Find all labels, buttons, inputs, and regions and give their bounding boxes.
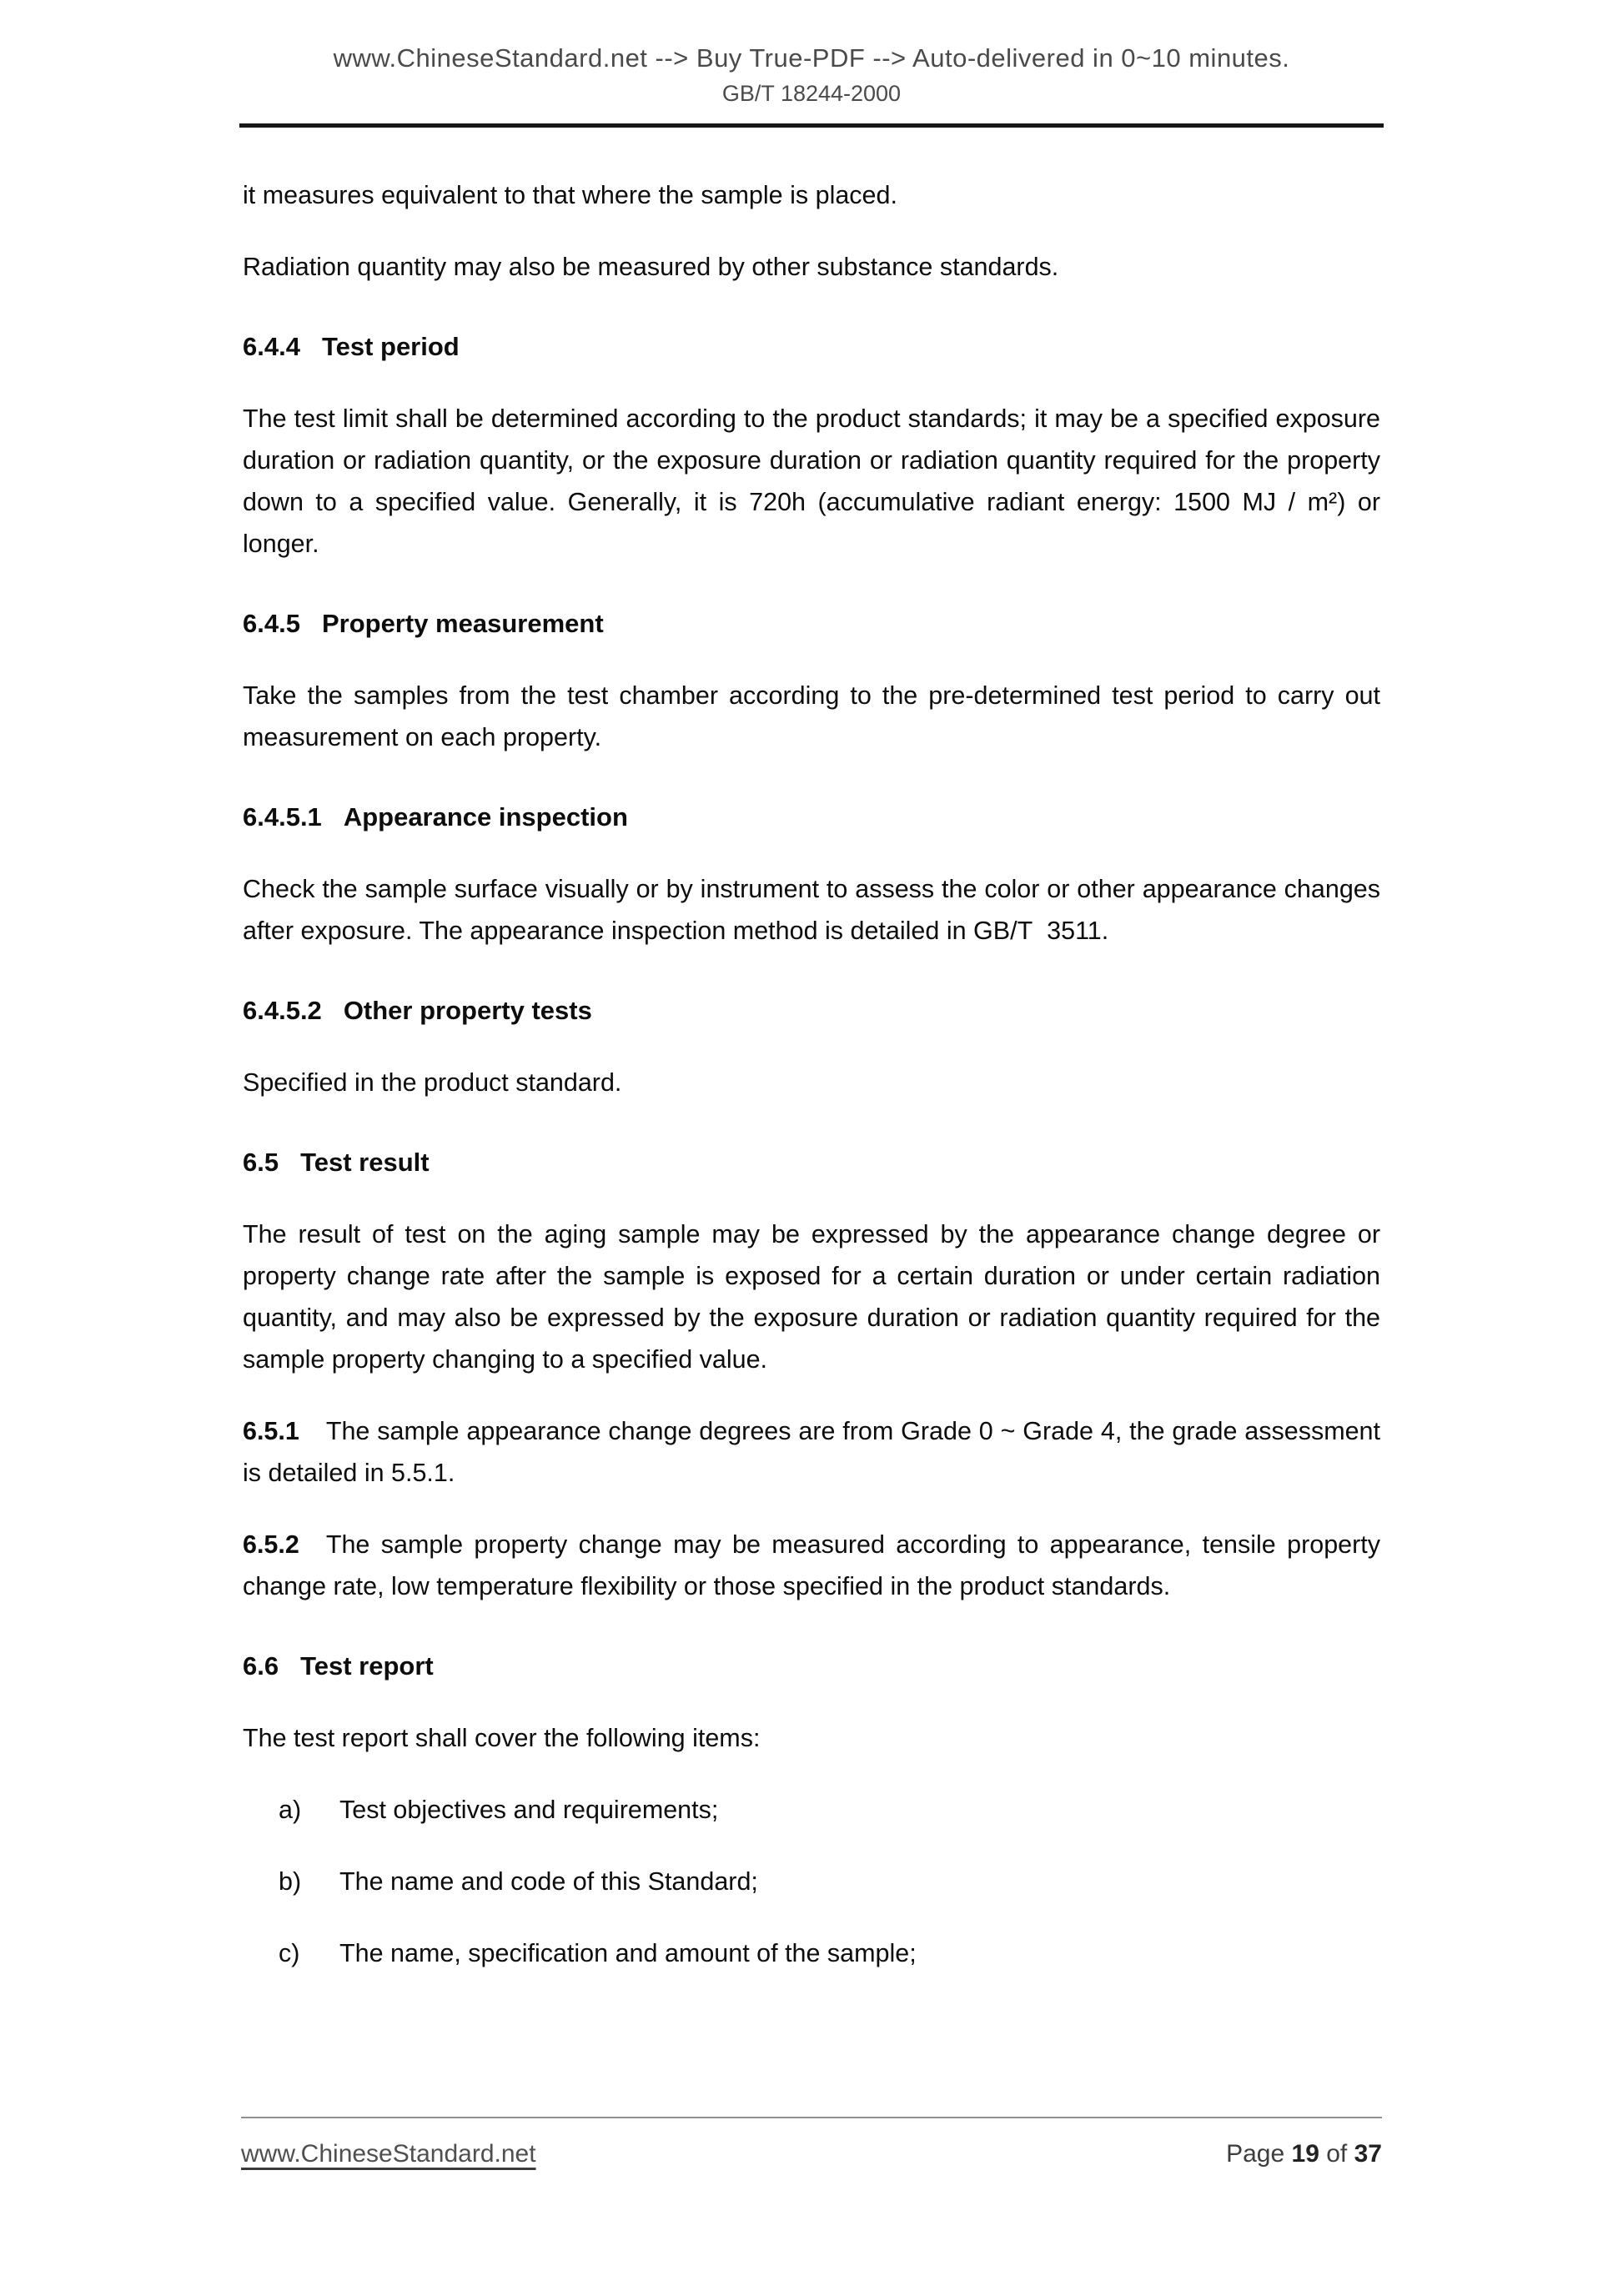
- heading-title: Test period: [321, 332, 460, 361]
- list-item-text: The name, specification and amount of the sample;: [339, 1939, 917, 1967]
- paragraph: The test report shall cover the following items:: [243, 1724, 761, 1752]
- list-marker: b): [279, 1867, 302, 1896]
- page-label: Page: [1226, 2140, 1285, 2168]
- section-heading: [243, 326, 1380, 368]
- page-total: 37: [1354, 2140, 1382, 2168]
- heading-number: 6.5: [243, 1148, 279, 1177]
- paragraph: Radiation quantity may also be measured by other substance standards.: [243, 253, 1059, 281]
- page-indicator: [1226, 2140, 1382, 2168]
- heading-title: Other property tests: [343, 996, 592, 1025]
- page-header: [0, 0, 1623, 128]
- paragraph-text: The sample property change may be measured according to appearance, tensile property change rate, low temperature flexibility or those specified in the product standards.: [243, 1530, 1380, 1600]
- list-marker: c): [279, 1939, 300, 1967]
- heading-number: 6.4.4: [243, 332, 300, 361]
- heading-title: Property measurement: [321, 609, 604, 638]
- numbered-paragraph: [243, 1410, 1380, 1494]
- heading-number: 6.4.5.2: [243, 996, 322, 1025]
- list-item: [243, 1861, 1380, 1902]
- heading-number: 6.4.5.1: [243, 802, 322, 831]
- paragraph-number: 6.5.2: [243, 1530, 299, 1559]
- of-label: of: [1326, 2140, 1348, 2168]
- doc-code: GB/T 18244-2000: [721, 81, 902, 106]
- paragraph: Take the samples from the test chamber according to the pre-determined test period to carry out measurement on each property.: [243, 681, 1380, 751]
- list-marker: a): [279, 1796, 302, 1824]
- paragraph-text: The sample appearance change degrees are from Grade 0 ~ Grade 4, the grade assessment is detailed in 5.5.1.: [243, 1417, 1380, 1487]
- section-heading: [243, 1645, 1380, 1687]
- section-heading: [243, 990, 1380, 1032]
- list-item: [243, 1932, 1380, 1974]
- list-item-text: Test objectives and requirements;: [339, 1796, 719, 1824]
- paragraph: The result of test on the aging sample may be expressed by the appearance change degree or property change rate after the sample is exposed for a certain duration or under certain radiation quantity, and may also be expressed by the exposure duration or radiation quantity required for the sample property changing to a specified value.: [243, 1220, 1380, 1374]
- heading-title: Test report: [300, 1651, 434, 1681]
- list-item-text: The name and code of this Standard;: [339, 1867, 758, 1896]
- paragraph-number: 6.5.1: [243, 1417, 299, 1445]
- heading-number: 6.4.5: [243, 609, 300, 638]
- footer-link[interactable]: www.ChineseStandard.net: [241, 2140, 536, 2168]
- paragraph: The test limit shall be determined according to the product standards; it may be a specified exposure duration or radiation quantity, or the exposure duration or radiation quantity required for the property down to a specified value. Generally, it is 720h (accumulative radiant energy: 1500 MJ / m²) or longer.: [243, 404, 1380, 558]
- header-tagline: www.ChineseStandard.net --> Buy True-PDF --> Auto-delivered in 0~10 minutes.: [333, 43, 1290, 73]
- section-heading: [243, 603, 1380, 645]
- heading-title: Appearance inspection: [343, 802, 628, 831]
- section-heading: [243, 796, 1380, 838]
- paragraph: it measures equivalent to that where the sample is placed.: [243, 181, 897, 209]
- paragraph: Check the sample surface visually or by instrument to assess the color or other appearance changes after exposure. The appearance inspection method is detailed in GB/T 3511.: [243, 875, 1380, 945]
- heading-number: 6.6: [243, 1651, 279, 1681]
- numbered-paragraph: [243, 1524, 1380, 1607]
- heading-title: Test result: [300, 1148, 430, 1177]
- list-item: [243, 1789, 1380, 1831]
- document-body: [243, 128, 1380, 1974]
- section-heading: [243, 1142, 1380, 1183]
- paragraph: Specified in the product standard.: [243, 1068, 622, 1097]
- page-footer: [241, 2117, 1382, 2168]
- page-number: 19: [1291, 2140, 1319, 2168]
